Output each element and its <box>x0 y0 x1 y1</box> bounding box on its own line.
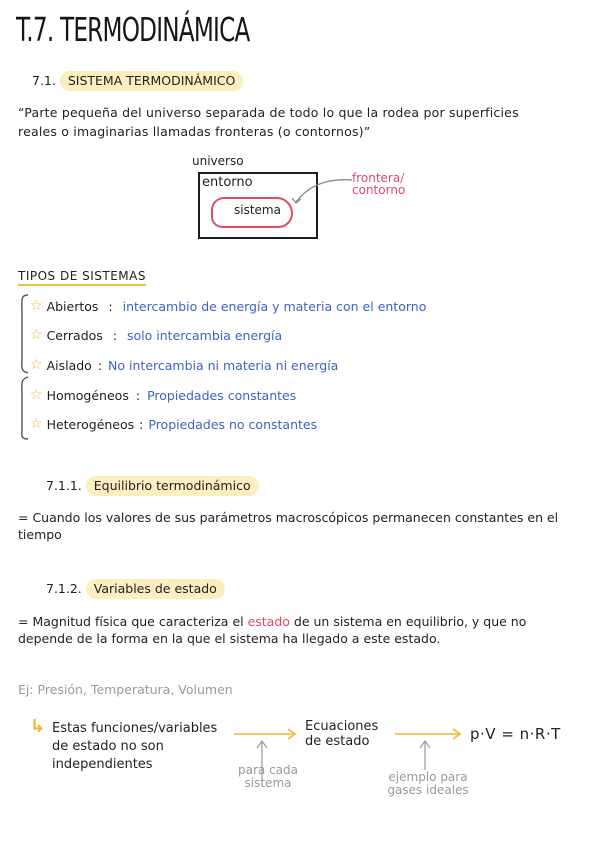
type-desc: solo intercambia energía <box>127 327 283 343</box>
section-label: Variables de estado <box>86 579 225 599</box>
section-label: SISTEMA TERMODINÁMICO <box>60 71 244 91</box>
note-ideal-gases: ejemplo para gases ideales <box>387 770 469 797</box>
boundary-pointer-arrow <box>286 172 356 212</box>
list-item <box>30 416 317 432</box>
system-label: sistema <box>234 203 281 217</box>
star-icon: ☆ <box>30 357 43 373</box>
type-name: Cerrados <box>46 327 103 343</box>
page-title: T.7. TERMODINÁMICA <box>16 10 250 49</box>
star-icon: ☆ <box>30 327 43 343</box>
type-sep: : <box>135 387 141 403</box>
list-item <box>30 357 338 373</box>
definition-end: de un sistema en equilibrio, y que no depende de la forma en la que el sistema ha llegado a este estado. <box>18 614 527 646</box>
ideal-gas-equation: p·V = n·R·T <box>470 725 561 743</box>
state-highlight: estado <box>247 614 290 629</box>
universe-label: universo <box>192 154 244 168</box>
section-7-1-2-heading <box>46 581 225 596</box>
section-number: 7.1.2. <box>46 581 82 596</box>
type-desc: No intercambia ni materia ni energía <box>108 357 339 373</box>
star-icon: ☆ <box>30 298 43 314</box>
section-7-1-1-heading <box>46 478 259 493</box>
list-item <box>30 387 296 403</box>
section-number: 7.1. <box>32 73 56 88</box>
star-icon: ☆ <box>30 416 43 432</box>
arrow-return-icon: ↳ <box>30 716 46 737</box>
definition-start: = Magnitud física que caracteriza el <box>18 614 248 629</box>
example-line: Ej: Presión, Temperatura, Volumen <box>18 682 233 697</box>
flow-arrow-2 <box>393 724 465 774</box>
type-sep: : <box>108 298 113 314</box>
types-heading: TIPOS DE SISTEMAS <box>18 269 146 286</box>
boundary-label-line1: frontera/ <box>352 171 405 185</box>
type-name: Aislado <box>46 357 92 373</box>
flow-middle-text: Ecuaciones de estado <box>305 719 379 749</box>
section-number: 7.1.1. <box>46 478 82 493</box>
flow-left-text: Estas funciones/variables de estado no son independientes <box>52 721 218 772</box>
boundary-label <box>352 172 405 196</box>
section-label: Equilibrio termodinámico <box>86 476 259 496</box>
note-each-system: para cada sistema <box>238 763 298 790</box>
type-sep: : <box>112 327 118 343</box>
type-desc: Propiedades no constantes <box>148 416 318 432</box>
type-desc: intercambio de energía y materia con el entorno <box>122 298 427 314</box>
type-name: Heterogéneos <box>46 416 135 432</box>
type-name: Abiertos <box>46 298 99 314</box>
type-desc: Propiedades constantes <box>147 387 297 403</box>
surroundings-label: entorno <box>202 175 253 190</box>
equilibrium-definition: = Cuando los valores de sus parámetros macroscópicos permanecen constantes en el tiempo <box>18 510 559 542</box>
section-7-1-heading <box>32 73 243 88</box>
star-icon: ☆ <box>30 387 43 403</box>
definition-quote: “Parte pequeña del universo separada de todo lo que la rodea por superficies reales o imaginarias llamadas fronteras (o contornos)” <box>18 105 519 139</box>
list-item <box>30 298 426 314</box>
type-name: Homogéneos <box>46 387 129 403</box>
type-sep: : <box>97 357 103 373</box>
type-sep: : <box>139 416 144 432</box>
state-variables-definition <box>18 613 563 647</box>
list-item <box>30 327 282 343</box>
boundary-label-line2: contorno <box>352 183 406 197</box>
